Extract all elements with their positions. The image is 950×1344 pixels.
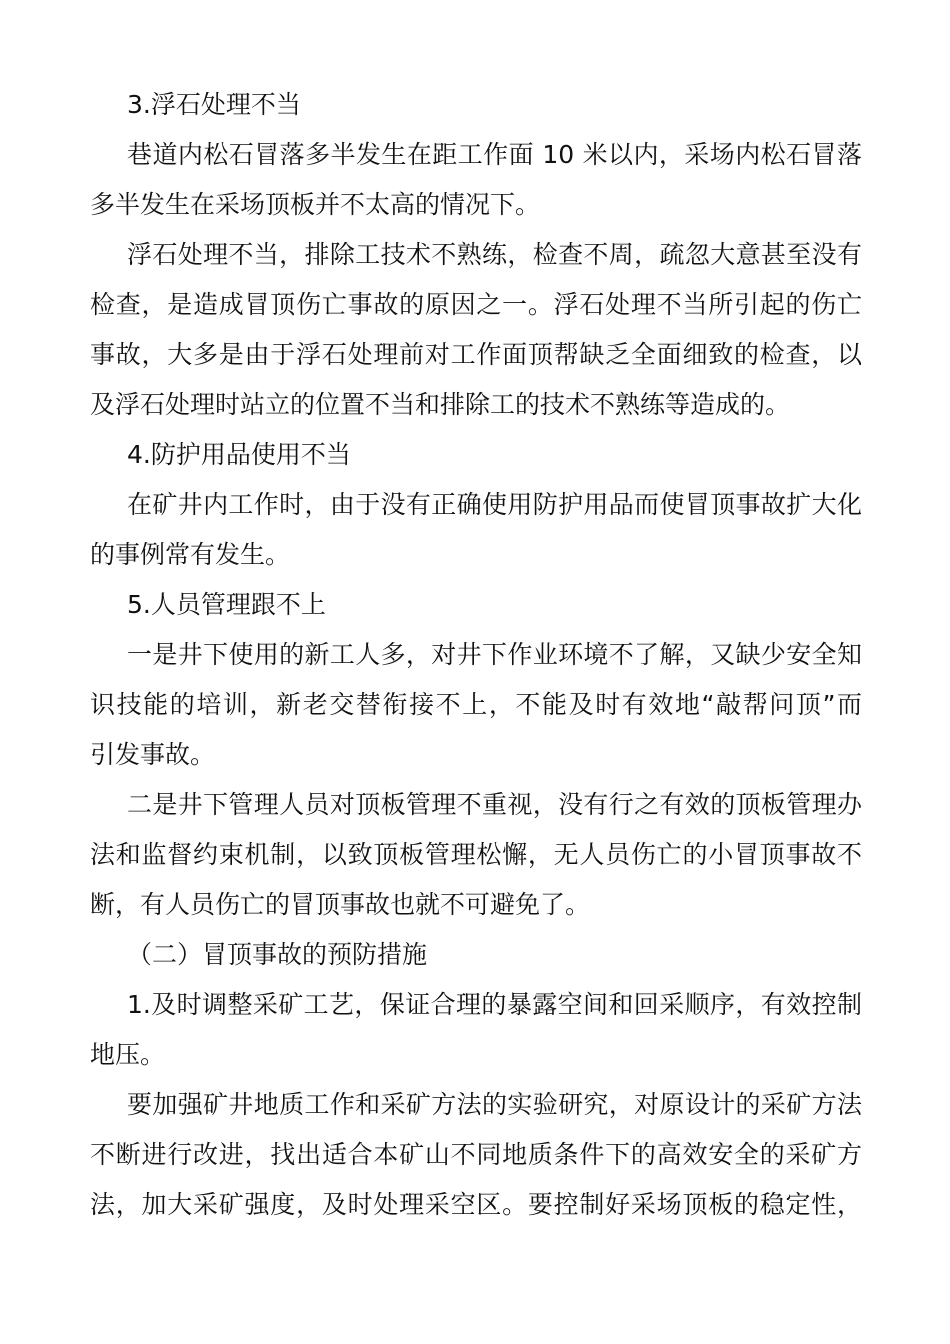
- paragraph-line: 法，加大采矿强度，及时处理采空区。要控制好采场顶板的稳定性，: [90, 1190, 862, 1219]
- paragraph-line: 1.及时调整采矿工艺，保证合理的暴露空间和回采顺序，有效控制: [127, 990, 862, 1019]
- paragraph-line: 要加强矿井地质工作和采矿方法的实验研究，对原设计的采矿方法: [127, 1090, 862, 1119]
- heading-3-loose-rock: 3.浮石处理不当: [127, 90, 301, 119]
- paragraph-line: 识技能的培训，新老交替衔接不上，不能及时有效地“敲帮问顶”而: [90, 690, 862, 719]
- heading-5-personnel-management: 5.人员管理跟不上: [127, 590, 326, 619]
- section-heading-prevention-measures: （二）冒顶事故的预防措施: [127, 940, 428, 969]
- paragraph-line: 地压。: [90, 1040, 166, 1069]
- paragraph-line: 在矿井内工作时，由于没有正确使用防护用品而使冒顶事故扩大化: [127, 490, 862, 519]
- paragraph-line: 多半发生在采场顶板并不太高的情况下。: [90, 190, 541, 219]
- paragraph-line: 法和监督约束机制，以致顶板管理松懈，无人员伤亡的小冒顶事故不: [90, 840, 862, 869]
- paragraph-line: 巷道内松石冒落多半发生在距工作面 10 米以内，采场内松石冒落: [127, 140, 862, 169]
- heading-4-protective-equipment: 4.防护用品使用不当: [127, 440, 351, 469]
- paragraph-line: 浮石处理不当，排除工技术不熟练，检查不周，疏忽大意甚至没有: [127, 240, 862, 269]
- paragraph-line: 引发事故。: [90, 740, 216, 769]
- paragraph-line: 二是井下管理人员对顶板管理不重视，没有行之有效的顶板管理办: [127, 790, 862, 819]
- paragraph-line: 及浮石处理时站立的位置不当和排除工的技术不熟练等造成的。: [90, 390, 791, 419]
- paragraph-line: 不断进行改进，找出适合本矿山不同地质条件下的高效安全的采矿方: [90, 1140, 862, 1169]
- paragraph-line: 断，有人员伤亡的冒顶事故也就不可避免了。: [90, 890, 591, 919]
- document-body: [90, 80, 862, 1230]
- paragraph-line: 的事例常有发生。: [90, 540, 291, 569]
- paragraph-line: 一是井下使用的新工人多，对井下作业环境不了解，又缺少安全知: [127, 640, 862, 669]
- paragraph-line: 检查，是造成冒顶伤亡事故的原因之一。浮石处理不当所引起的伤亡: [90, 290, 862, 319]
- paragraph-line: 事故，大多是由于浮石处理前对工作面顶帮缺乏全面细致的检查，以: [90, 340, 862, 369]
